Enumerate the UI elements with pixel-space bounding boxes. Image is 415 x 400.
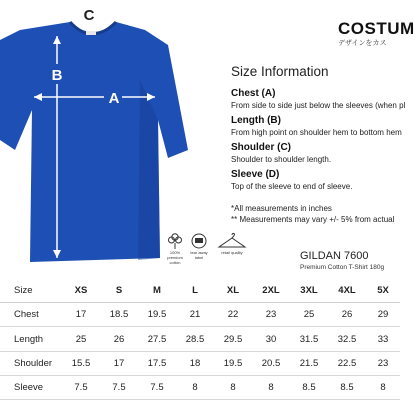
table-cell: 31.5	[299, 333, 319, 345]
feature-icons	[164, 232, 254, 268]
info-desc: Top of the sleeve to end of sleeve.	[231, 182, 353, 191]
note-inches: *All measurements in inches	[231, 204, 332, 213]
table-cell: 23	[377, 357, 389, 369]
table-row	[0, 375, 400, 399]
table-cell: 33	[377, 333, 389, 345]
info-item-chest	[231, 87, 406, 111]
measurement-notes	[231, 203, 400, 225]
table-cell: 21.5	[299, 357, 319, 369]
size-information	[231, 63, 406, 195]
feature-label: tear away	[190, 250, 208, 255]
label-b: B	[51, 67, 63, 84]
note-variance: ** Measurements may vary +/- 5% from actual	[231, 215, 395, 224]
table-header-cell: 3XL	[300, 284, 318, 296]
row-label: Chest	[14, 309, 39, 321]
product-model: GILDAN 7600	[300, 250, 369, 262]
feature-label: retail quality	[221, 250, 243, 255]
feature-retail-quality	[214, 232, 250, 255]
table-cell: 7.5	[74, 381, 88, 393]
table-row	[0, 351, 400, 375]
table-cell: 30	[265, 333, 277, 345]
table-header-cell: XS	[74, 284, 88, 296]
brand-tagline: デザインをカス	[338, 40, 387, 47]
feature-label: label	[194, 255, 204, 260]
table-header-cell: 5X	[377, 284, 389, 296]
info-item-sleeve	[231, 168, 400, 192]
shoulder-arrow-left-head	[22, 15, 30, 23]
table-header-cell: 2XL	[262, 284, 280, 296]
info-desc: From side to side just below the sleeves (when pl	[231, 101, 406, 110]
table-cell: 29.5	[223, 333, 243, 345]
tear-away-label-icon	[191, 232, 207, 250]
feature-label: 100%	[169, 250, 181, 255]
table-header-size: Size	[14, 284, 33, 296]
info-label: Shoulder (C)	[231, 142, 291, 153]
label-c: C	[83, 7, 95, 24]
table-cell: 8.5	[302, 381, 316, 393]
table-header-cell: XL	[226, 284, 240, 296]
table-cell: 15.5	[71, 357, 91, 369]
info-label: Sleeve (D)	[231, 169, 280, 180]
table-cell: 8	[268, 381, 274, 393]
table-cell: 8	[380, 381, 386, 393]
info-label: Length (B)	[231, 115, 281, 126]
table-cell: 26	[113, 333, 125, 345]
table-cell: 25	[75, 333, 87, 345]
table-cell: 29	[377, 309, 389, 321]
table-header-cell: 4XL	[338, 284, 356, 296]
feature-label: premium cotton	[167, 255, 183, 265]
product-info	[300, 249, 400, 272]
size-table	[0, 278, 400, 400]
row-label: Length	[14, 333, 44, 345]
row-label: Sleeve	[14, 381, 44, 393]
size-information-title: Size Information	[231, 64, 329, 79]
table-cell: 28.5	[185, 333, 205, 345]
brand-logo	[338, 19, 415, 48]
info-desc: From high point on shoulder hem to bottom hem	[231, 128, 402, 137]
table-cell: 23	[265, 309, 277, 321]
table-cell: 21	[189, 309, 201, 321]
table-cell: 17	[113, 357, 125, 369]
table-cell: 18	[189, 357, 201, 369]
table-header-cell: S	[115, 284, 123, 296]
info-label: Chest (A)	[231, 88, 276, 99]
table-cell: 7.5	[150, 381, 164, 393]
cotton-icon	[167, 232, 183, 250]
tshirt-body	[0, 22, 188, 262]
info-item-shoulder	[231, 141, 400, 165]
tshirt-neck-label	[86, 31, 96, 35]
info-desc: Shoulder to shoulder length.	[231, 155, 332, 164]
info-item-length	[231, 114, 400, 138]
table-cell: 19.5	[147, 309, 167, 321]
table-cell: 22	[227, 309, 239, 321]
table-header-cell: M	[153, 284, 161, 296]
table-cell: 17.5	[147, 357, 167, 369]
table-cell: 20.5	[261, 357, 281, 369]
table-row	[0, 303, 400, 327]
shoulder-arrow-right-head	[152, 15, 160, 23]
table-cell: 7.5	[112, 381, 126, 393]
table-cell: 8.5	[340, 381, 354, 393]
feature-tear-away-label	[188, 232, 210, 260]
table-cell: 8	[230, 381, 236, 393]
feature-premium-cotton	[164, 232, 186, 265]
product-desc: Premium Cotton T-Shirt 180g	[300, 264, 385, 271]
table-cell: 8	[192, 381, 198, 393]
table-row	[0, 327, 400, 351]
row-label: Shoulder	[14, 357, 53, 369]
table-header-cell: L	[192, 284, 198, 296]
table-cell: 26	[341, 309, 353, 321]
label-a: A	[108, 90, 120, 107]
hanger-icon	[217, 232, 247, 250]
table-cell: 19.5	[223, 357, 243, 369]
table-cell: 17	[75, 309, 87, 321]
table-cell: 18.5	[109, 309, 129, 321]
table-cell: 22.5	[337, 357, 357, 369]
table-cell: 25	[303, 309, 315, 321]
table-cell: 32.5	[337, 333, 357, 345]
table-cell: 27.5	[147, 333, 167, 345]
tshirt-diagram	[0, 0, 205, 270]
table-header-row	[0, 278, 400, 303]
brand-name: COSTUM	[338, 19, 415, 38]
